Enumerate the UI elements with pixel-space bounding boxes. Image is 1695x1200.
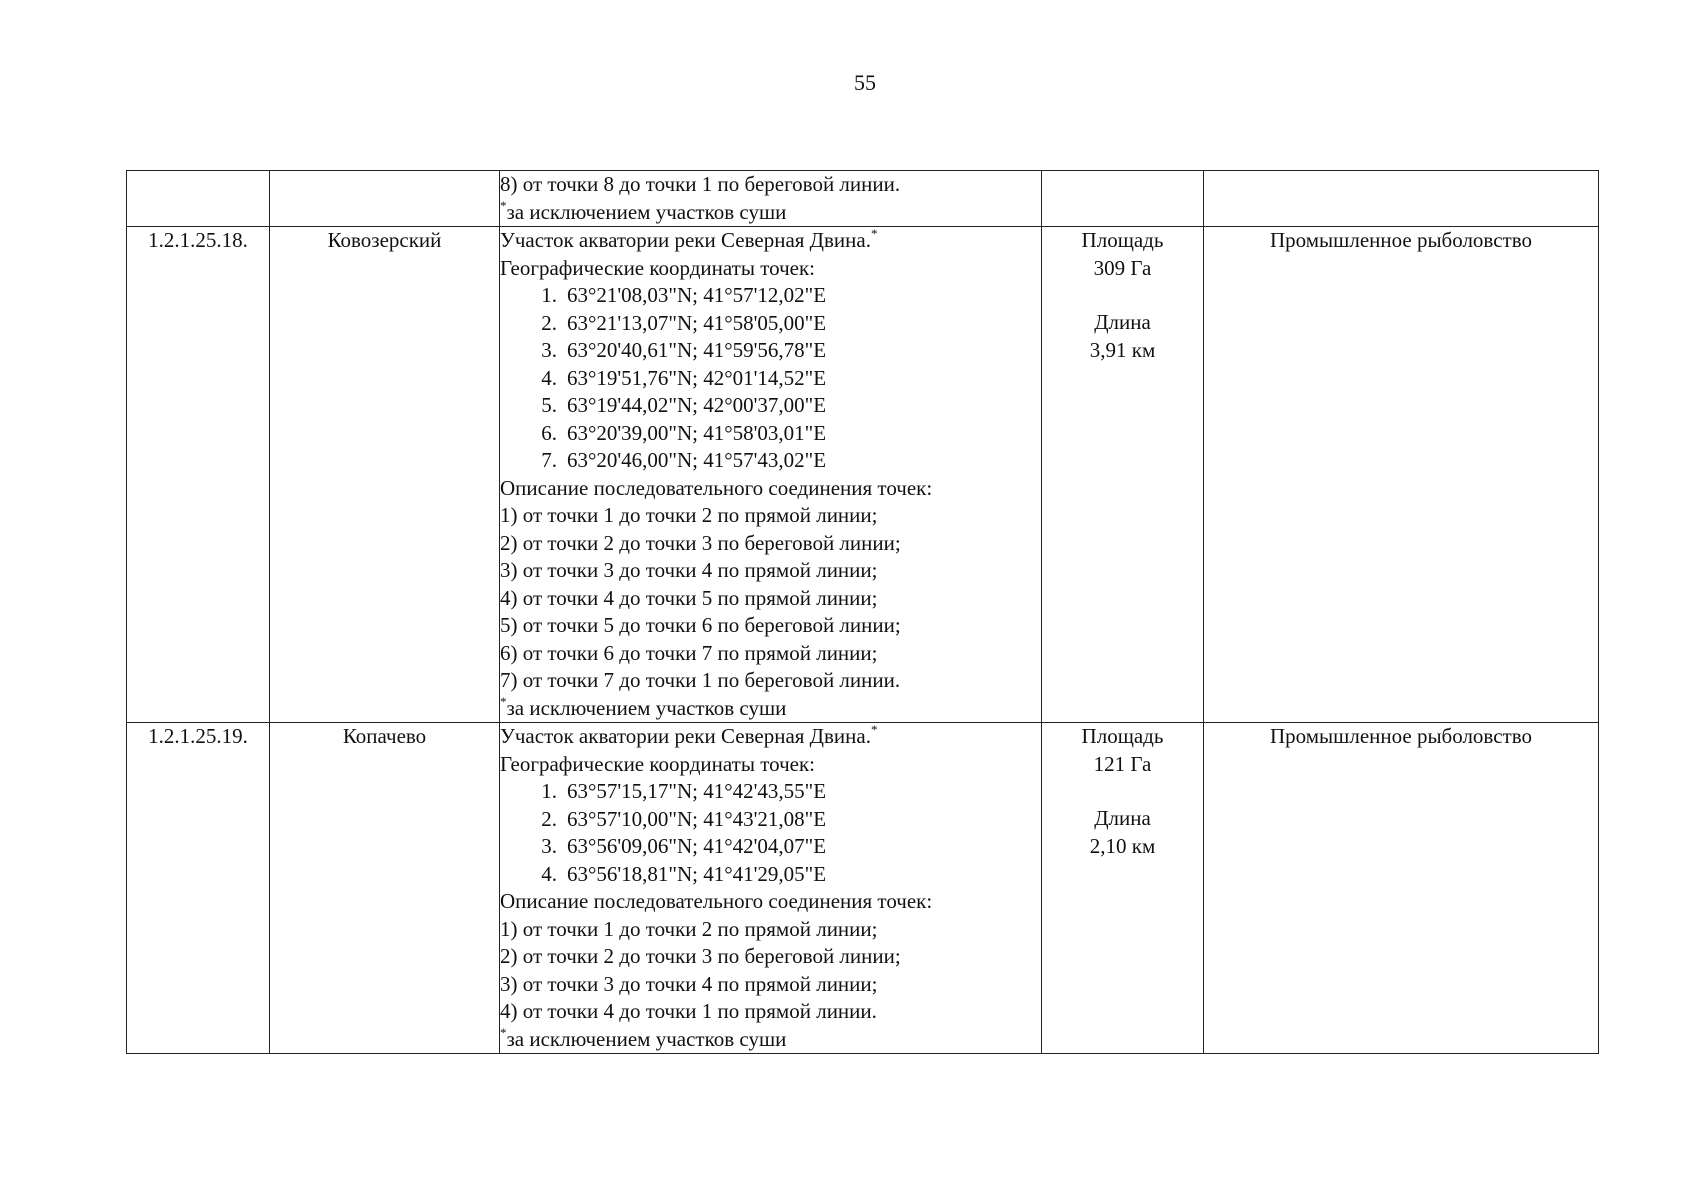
coordinate-item: 4. 63°19'51,76"N; 42°01'14,52"E	[541, 365, 827, 390]
connection-heading: Описание последовательного соединения точек:	[500, 475, 933, 500]
connection-line: 2) от точки 2 до точки 3 по береговой линии;	[500, 530, 901, 555]
description-cell	[500, 723, 1042, 1054]
coordinate-item: 3. 63°20'40,61"N; 41°59'56,78"E	[541, 338, 827, 362]
code-cell: 1.2.1.25.19.	[127, 723, 270, 1054]
area-cell	[1042, 171, 1204, 227]
footnote-mark: *	[870, 722, 878, 737]
coordinate-item: 6. 63°20'39,00"N; 41°58'03,01"E	[541, 420, 827, 445]
connection-line: 4) от точки 4 до точки 1 по прямой линии.	[500, 999, 877, 1023]
code-cell: 1.2.1.25.18.	[127, 227, 270, 723]
coordinate-item: 4. 63°56'18,81"N; 41°41'29,05"E	[541, 861, 827, 886]
connection-line: 3) от точки 3 до точки 4 по прямой линии;	[500, 558, 878, 582]
use-cell: Промышленное рыболовство	[1204, 227, 1599, 723]
table-row-continuation	[127, 171, 1599, 227]
length-label: Длина	[1094, 806, 1151, 830]
coordinate-item: 1. 63°57'15,17"N; 41°42'43,55"E	[541, 779, 827, 803]
area-value: 309 Га	[1093, 255, 1152, 280]
footnote: *за исключением участков суши	[500, 1024, 787, 1051]
connection-line: 1) от точки 1 до точки 2 по прямой линии;	[500, 916, 878, 941]
footnote: *за исключением участков суши	[500, 693, 787, 720]
length-value: 2,10 км	[1089, 833, 1156, 858]
connection-heading: Описание последовательного соединения точек:	[500, 889, 933, 913]
description-cell	[500, 171, 1042, 227]
area-value: 121 Га	[1093, 751, 1152, 776]
code-cell	[127, 171, 270, 227]
area-label: Площадь	[1081, 228, 1164, 252]
coords-heading: Географические координаты точек:	[500, 255, 815, 280]
description-cell	[500, 227, 1042, 723]
area-label: Площадь	[1081, 724, 1164, 748]
name-cell: Копачево	[270, 723, 500, 1054]
length-label: Длина	[1094, 310, 1151, 334]
coordinate-item: 2. 63°21'13,07"N; 41°58'05,00"E	[541, 310, 827, 335]
connection-line: 7) от точки 7 до точки 1 по береговой линии.	[500, 668, 901, 692]
use-cell	[1204, 171, 1599, 227]
footnote: *за исключением участков суши	[500, 197, 787, 224]
fishing-areas-table	[126, 170, 1599, 1054]
footnote-mark: *	[500, 693, 507, 709]
area-cell	[1042, 723, 1204, 1054]
name-cell	[270, 171, 500, 227]
area-title: Участок акватории реки Северная Двина.*	[500, 226, 878, 252]
connection-line: 6) от точки 6 до точки 7 по прямой линии;	[500, 640, 878, 665]
coordinate-item: 2. 63°57'10,00"N; 41°43'21,08"E	[541, 806, 827, 831]
connection-line: 4) от точки 4 до точки 5 по прямой линии;	[500, 585, 878, 610]
length-value: 3,91 км	[1089, 337, 1156, 362]
footnote-mark: *	[500, 197, 507, 213]
footnote-mark: *	[500, 1024, 507, 1040]
table-row	[127, 227, 1599, 723]
area-title: Участок акватории реки Северная Двина.*	[500, 722, 878, 748]
connection-line: 8) от точки 8 до точки 1 по береговой линии.	[500, 172, 901, 196]
coordinate-item: 3. 63°56'09,06"N; 41°42'04,07"E	[541, 834, 827, 858]
table-row	[127, 723, 1599, 1054]
area-cell	[1042, 227, 1204, 723]
footnote-mark: *	[870, 226, 878, 241]
connection-line: 3) от точки 3 до точки 4 по прямой линии;	[500, 971, 878, 996]
connection-line: 2) от точки 2 до точки 3 по береговой линии;	[500, 944, 901, 968]
coordinate-item: 7. 63°20'46,00"N; 41°57'43,02"E	[541, 448, 827, 472]
name-cell: Ковозерский	[270, 227, 500, 723]
use-cell: Промышленное рыболовство	[1204, 723, 1599, 1054]
coordinate-item: 5. 63°19'44,02"N; 42°00'37,00"E	[541, 393, 827, 417]
coords-heading: Географические координаты точек:	[500, 751, 815, 776]
connection-line: 5) от точки 5 до точки 6 по береговой линии;	[500, 613, 901, 637]
page-number: 55	[854, 70, 876, 95]
connection-line: 1) от точки 1 до точки 2 по прямой линии;	[500, 503, 878, 527]
coordinate-item: 1. 63°21'08,03"N; 41°57'12,02"E	[541, 283, 827, 307]
